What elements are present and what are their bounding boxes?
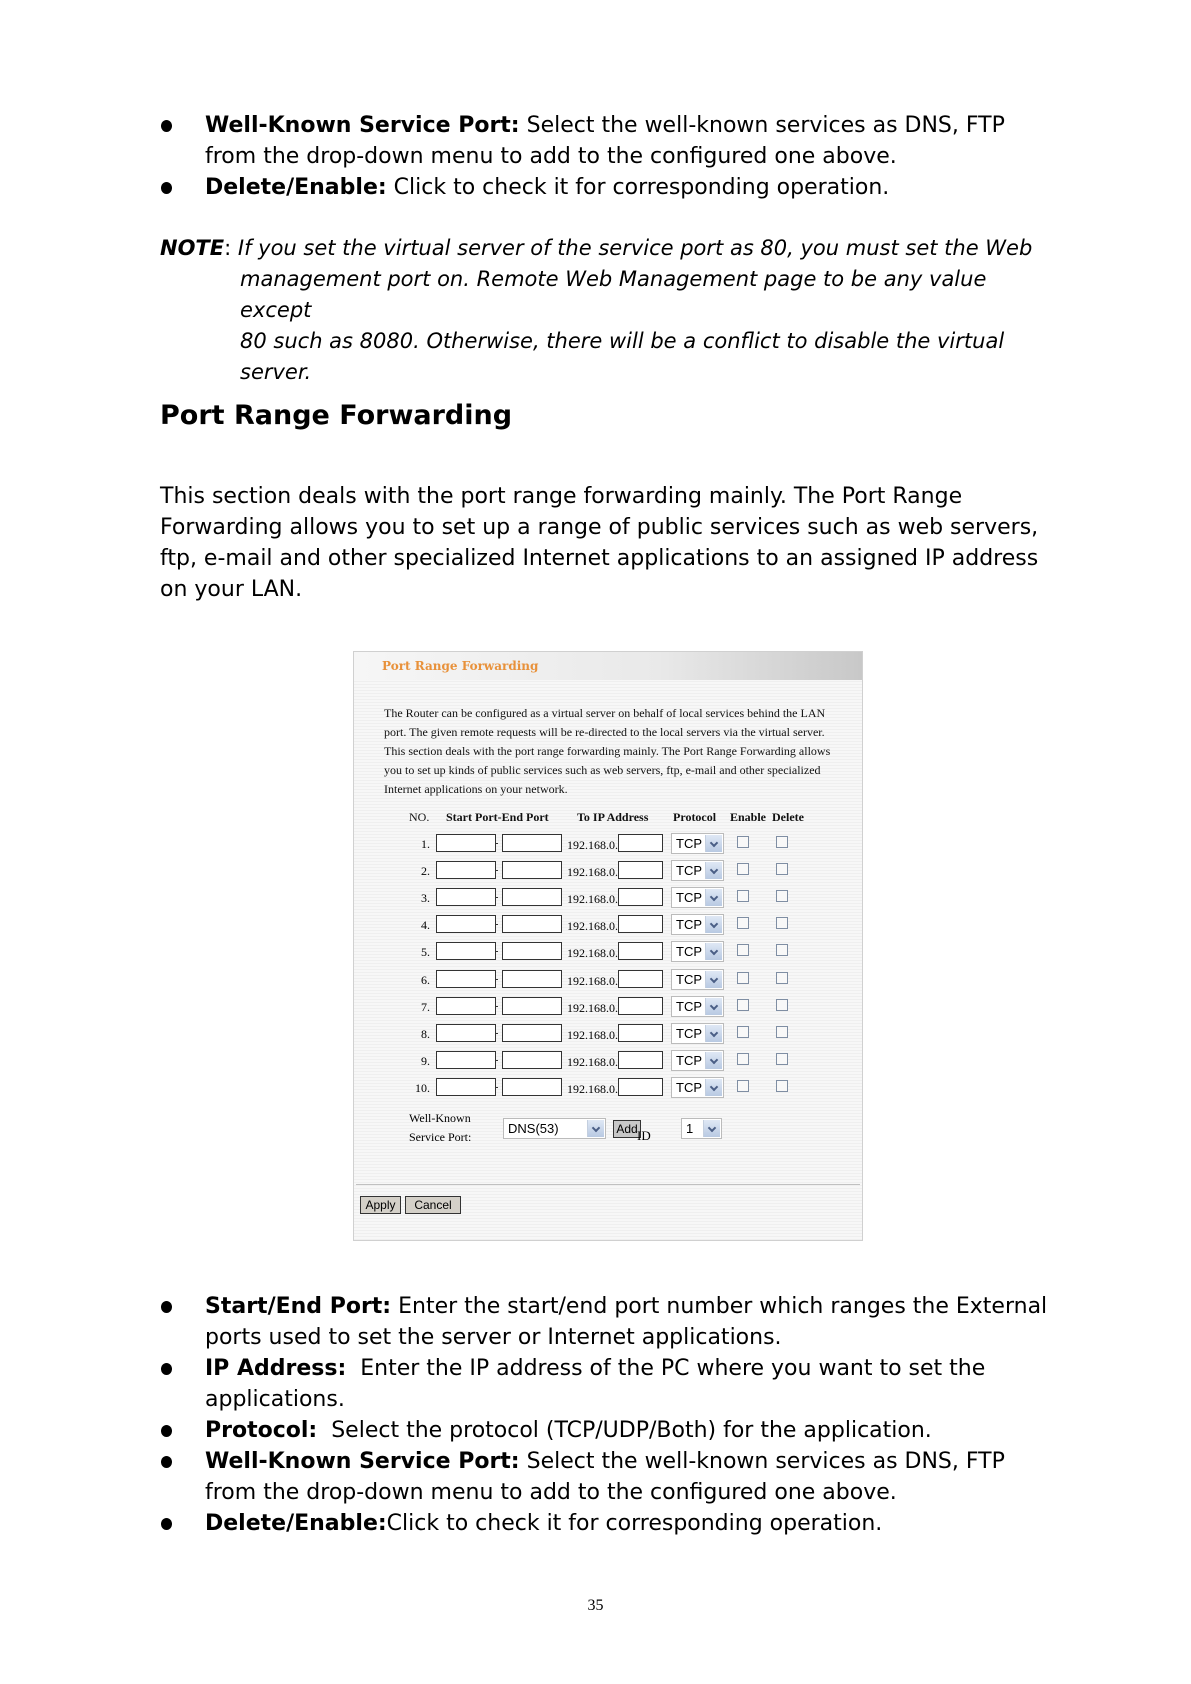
chevron-down-icon [705,943,722,960]
screenshot-title: Port Range Forwarding [382,659,539,673]
range-dash [495,951,498,952]
bullet-icon [161,1363,172,1375]
protocol-value: TCP [676,998,702,1014]
start-port-input[interactable] [436,834,496,852]
enable-checkbox[interactable] [737,972,749,984]
ip-prefix: 192.168.0. [567,919,618,934]
bullet-text: Select the well-known services as DNS, FTP from the drop-down menu to add to the configured one above. [205,113,1005,169]
range-dash [495,1033,498,1034]
row-number: 3. [421,891,430,906]
end-port-input[interactable] [502,997,562,1015]
chevron-down-icon [705,971,722,988]
protocol-select[interactable] [671,1077,724,1098]
range-dash [495,1087,498,1088]
enable-checkbox[interactable] [737,836,749,848]
end-port-input[interactable] [502,1024,562,1042]
well-known-service-value: DNS(53) [508,1121,559,1136]
table-row [354,970,862,992]
range-dash [495,870,498,871]
end-port-input[interactable] [502,861,562,879]
bullet-text: Select the well-known services as DNS, FTP from the drop-down menu to add to the configured one above. [205,1449,1005,1505]
table-row [354,1051,862,1073]
range-dash [495,843,498,844]
col-header-enable: Enable [730,810,767,824]
note-label: NOTE [160,236,225,260]
chevron-down-icon [705,1025,722,1042]
protocol-select[interactable] [671,1050,724,1071]
range-dash [495,979,498,980]
protocol-value: TCP [676,917,702,933]
note-line-2: management port on. Remote Web Management page to be any value except [240,267,987,322]
start-port-input[interactable] [436,1024,496,1042]
delete-checkbox[interactable] [776,890,788,902]
start-port-input[interactable] [436,888,496,906]
id-label: ID [637,1128,651,1143]
ip-last-octet-input[interactable] [618,861,663,879]
protocol-select[interactable] [671,833,724,854]
bottom-bullet-list [160,1291,1060,1539]
protocol-value: TCP [676,944,702,960]
delete-checkbox[interactable] [776,836,788,848]
table-row [354,1078,862,1100]
well-known-service-select[interactable] [503,1118,606,1139]
ip-last-octet-input[interactable] [618,942,663,960]
enable-checkbox[interactable] [737,999,749,1011]
enable-checkbox[interactable] [737,890,749,902]
bullet-protocol [160,1415,1060,1446]
bullet-icon [161,1518,172,1530]
ip-prefix: 192.168.0. [567,1081,618,1096]
end-port-input[interactable] [502,915,562,933]
bullet-ip-address [160,1353,1060,1415]
intro-paragraph: This section deals with the port range forwarding mainly. The Port Range Forwarding allows you to set up a range of public services such as web servers, ftp, e-mail and other specialized Internet applications to an assigned IP address on your LAN. [160,484,1039,602]
well-known-label-line2: Service Port: [409,1130,472,1144]
ip-last-octet-input[interactable] [618,834,663,852]
row-number: 4. [421,918,430,933]
table-row [354,942,862,964]
bullet-text: Click to check it for corresponding operation. [386,1511,883,1536]
start-port-input[interactable] [436,970,496,988]
bullet-text: Click to check it for corresponding operation. [386,175,890,200]
start-port-input[interactable] [436,1078,496,1096]
top-bullet-list [160,110,1060,203]
bullet-term: Start/End Port: [205,1294,392,1319]
bullet-icon [161,120,172,132]
delete-checkbox[interactable] [776,972,788,984]
ip-last-octet-input[interactable] [618,888,663,906]
protocol-select[interactable] [671,1023,724,1044]
ip-last-octet-input[interactable] [618,1078,663,1096]
col-header-delete: Delete [772,810,804,824]
end-port-input[interactable] [502,834,562,852]
note-block: NOTE: If you set the virtual server of the service port as 80, you must set the Web management port on. Remote Web Management page to be any value except 80 such as 8080. Otherwise, there will be a conflict to disable the virtual server. [160,233,1060,388]
well-known-label [409,1109,471,1147]
enable-checkbox[interactable] [737,917,749,929]
ip-prefix: 192.168.0. [567,1000,618,1015]
bullet-term: IP Address: [205,1356,347,1381]
row-number: 1. [421,837,430,851]
protocol-select[interactable] [671,969,724,990]
chevron-down-icon [703,1120,720,1137]
table-row [354,1024,862,1046]
protocol-value: TCP [676,1079,702,1095]
bullet-icon [161,1456,172,1468]
protocol-select[interactable] [671,941,724,962]
start-port-input[interactable] [436,1051,496,1069]
chevron-down-icon [705,1052,722,1069]
col-header-no: NO. [409,810,430,824]
table-row [354,888,862,910]
id-select[interactable] [681,1118,722,1139]
protocol-select[interactable] [671,887,724,908]
row-number: 5. [421,945,430,960]
bullet-delete-enable [160,172,1060,203]
end-port-input[interactable] [502,888,562,906]
enable-checkbox[interactable] [737,1026,749,1038]
bullet-term: Well-Known Service Port: [205,1449,520,1474]
table-row [354,834,862,856]
protocol-value: TCP [676,971,702,987]
chevron-down-icon [705,835,722,852]
protocol-value: TCP [676,1025,702,1041]
row-number: 8. [421,1026,430,1041]
table-row [354,997,862,1019]
chevron-down-icon [705,1079,722,1096]
delete-checkbox[interactable] [776,944,788,956]
range-dash [495,924,498,925]
protocol-value: TCP [676,863,702,879]
end-port-input[interactable] [502,970,562,988]
protocol-value: TCP [676,836,702,851]
ip-prefix: 192.168.0. [567,1027,618,1042]
note-line-1: If you set the virtual server of the service port as 80, you must set the Web [237,236,1033,260]
bullet-icon [161,1425,172,1437]
start-port-input[interactable] [436,915,496,933]
delete-checkbox[interactable] [776,917,788,929]
end-port-input[interactable] [502,1051,562,1069]
bullet-well-known-service-port [160,1446,1060,1508]
bullet-term: Well-Known Service Port: [205,113,520,138]
screenshot-title-bar [354,652,862,680]
chevron-down-icon [705,998,722,1015]
chevron-down-icon [705,916,722,933]
delete-checkbox[interactable] [776,1026,788,1038]
bullet-text: Enter the start/end port number which ranges the External ports used to set the server or Internet applications. [205,1294,1048,1350]
enable-checkbox[interactable] [737,944,749,956]
bullet-term: Protocol: [205,1418,318,1443]
apply-button[interactable]: Apply [360,1196,401,1214]
row-number: 10. [415,1080,430,1095]
row-number: 9. [421,1053,430,1068]
delete-checkbox[interactable] [776,999,788,1011]
ip-prefix: 192.168.0. [567,865,618,880]
router-screenshot [353,651,863,1241]
note-line-3: 80 such as 8080. Otherwise, there will be a conflict to disable the virtual server. [240,329,1005,384]
enable-checkbox[interactable] [737,1053,749,1065]
protocol-select[interactable] [671,996,724,1017]
protocol-select[interactable] [671,860,724,881]
screenshot-description: The Router can be configured as a virtual server on behalf of local services behind the LAN port. The given remote requests will be re-directed to the local servers via the virtual server. This section deals with the port range forwarding mainly. The Port Range Forwarding allows you to set up kinds of public services such as web servers, ftp, e-mail and other specialized Internet applications on your network. [384,706,831,796]
ip-last-octet-input[interactable] [618,997,663,1015]
delete-checkbox[interactable] [776,1080,788,1092]
chevron-down-icon [587,1120,604,1137]
bullet-icon [161,182,172,194]
ip-prefix: 192.168.0. [567,973,618,988]
bullet-text: Enter the IP address of the PC where you want to set the applications. [205,1356,993,1412]
ip-prefix: 192.168.0. [567,892,618,907]
range-dash [495,1060,498,1061]
start-port-input[interactable] [436,861,496,879]
bullet-term: Delete/Enable: [205,175,387,200]
table-row [354,861,862,883]
col-header-ip: To IP Address [577,810,649,824]
row-number: 7. [421,999,430,1014]
table-row [354,915,862,937]
chevron-down-icon [705,889,722,906]
bullet-text: Select the protocol (TCP/UDP/Both) for the application. [317,1418,932,1443]
ip-prefix: 192.168.0. [567,946,618,961]
ip-last-octet-input[interactable] [618,970,663,988]
ip-last-octet-input[interactable] [618,1051,663,1069]
page-number: 35 [587,1597,604,1614]
chevron-down-icon [705,862,722,879]
cancel-button[interactable]: Cancel [405,1196,461,1214]
start-port-input[interactable] [436,942,496,960]
ip-last-octet-input[interactable] [618,1024,663,1042]
bullet-delete-enable [160,1508,1060,1539]
delete-checkbox[interactable] [776,863,788,875]
bullet-start-end-port [160,1291,1060,1353]
end-port-input[interactable] [502,1078,562,1096]
enable-checkbox[interactable] [737,863,749,875]
well-known-label-line1: Well-Known [409,1111,471,1125]
delete-checkbox[interactable] [776,1053,788,1065]
bullet-well-known-service-port [160,110,1060,172]
ip-last-octet-input[interactable] [618,915,663,933]
row-number: 2. [421,864,430,879]
section-title: Port Range Forwarding [160,400,513,431]
id-value: 1 [686,1121,694,1136]
bullet-icon [161,1301,172,1313]
ip-prefix: 192.168.0. [567,1054,618,1069]
protocol-select[interactable] [671,914,724,935]
bullet-term: Delete/Enable: [205,1511,387,1536]
range-dash [495,1006,498,1007]
row-number: 6. [421,972,430,987]
end-port-input[interactable] [502,942,562,960]
protocol-value: TCP [676,1052,702,1068]
divider [356,1184,860,1185]
range-dash [495,897,498,898]
protocol-value: TCP [676,890,702,906]
col-header-ports: Start Port-End Port [446,810,549,824]
start-port-input[interactable] [436,997,496,1015]
col-header-protocol: Protocol [673,810,717,824]
enable-checkbox[interactable] [737,1080,749,1092]
add-button[interactable]: Add [613,1120,641,1138]
ip-prefix: 192.168.0. [567,838,618,852]
